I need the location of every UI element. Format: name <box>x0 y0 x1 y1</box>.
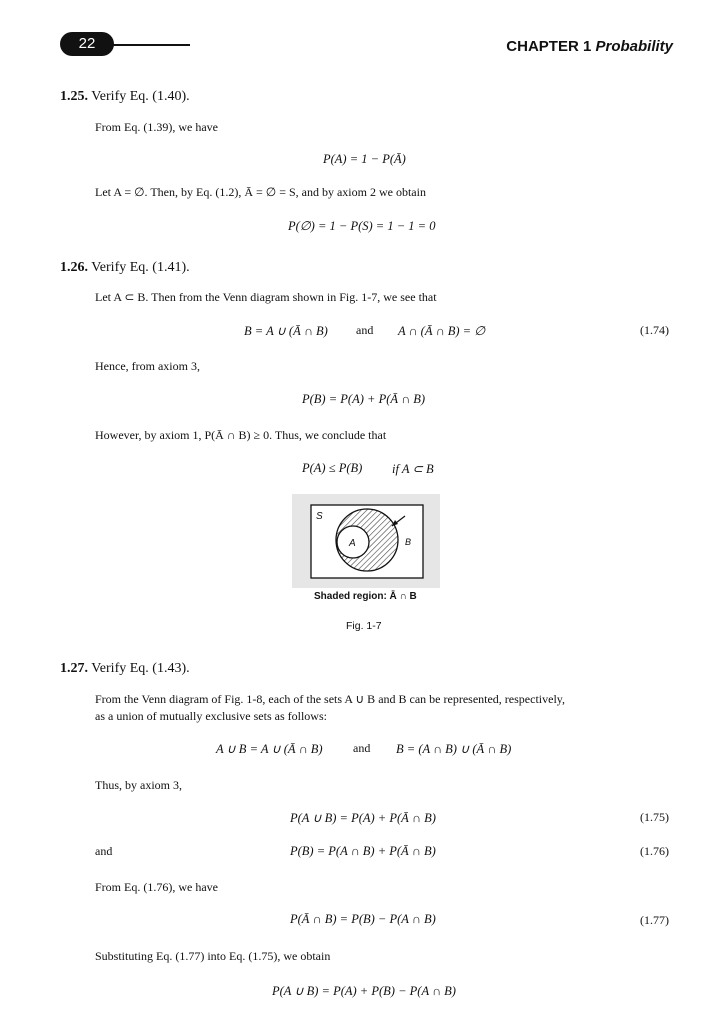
problem-number: 1.25. <box>60 89 88 104</box>
equation-number: (1.76) <box>640 844 669 858</box>
equation: P(A ∪ B) = P(A) + P(Ā ∩ B) <box>290 811 436 825</box>
equation: A ∩ (Ā ∩ B) = ∅ <box>398 324 486 338</box>
text-line: From Eq. (1.39), we have <box>95 120 218 134</box>
equation-number: (1.74) <box>640 323 669 337</box>
equation: B = A ∪ (Ā ∩ B) <box>244 324 328 338</box>
equation: P(A) = 1 − P(Ā) <box>323 152 406 166</box>
problem-1-25-heading <box>60 89 190 105</box>
text-line: Let A = ∅. Then, by Eq. (1.2), Ā = ∅ = S, and by axiom 2 we obtain <box>95 185 426 199</box>
problem-number: 1.26. <box>60 260 88 275</box>
text-line: Substituting Eq. (1.77) into Eq. (1.75), we obtain <box>95 949 331 963</box>
label-a: A <box>349 538 356 549</box>
problem-title: Verify Eq. (1.40). <box>91 89 190 104</box>
equation-connector: and <box>356 323 374 337</box>
text-line: From the Venn diagram of Fig. 1-8, each of the sets A ∪ B and B can be represented, respectively, <box>95 692 565 706</box>
label-s: S <box>316 511 323 522</box>
equation-number: (1.77) <box>640 913 669 927</box>
problem-title: Verify Eq. (1.41). <box>91 260 190 275</box>
chapter-title: Probability <box>595 38 673 55</box>
figure-label: Fig. 1-7 <box>346 620 382 632</box>
venn-diagram-figure <box>292 494 440 588</box>
text-line: Hence, from axiom 3, <box>95 359 200 373</box>
chapter-heading <box>506 38 673 55</box>
equation: A ∪ B = A ∪ (Ā ∩ B) <box>216 742 323 756</box>
label-b: B <box>405 537 412 547</box>
equation: B = (A ∩ B) ∪ (Ā ∩ B) <box>396 742 512 756</box>
text-line: From Eq. (1.76), we have <box>95 880 218 894</box>
chapter-label: CHAPTER 1 <box>506 38 592 55</box>
text-line: Let A ⊂ B. Then from the Venn diagram shown in Fig. 1-7, we see that <box>95 290 437 304</box>
text-line: Thus, by axiom 3, <box>95 778 182 792</box>
problem-1-27-heading <box>60 661 190 677</box>
equation: P(∅) = 1 − P(S) = 1 − 1 = 0 <box>288 219 436 233</box>
equation: P(A) ≤ P(B) <box>302 461 363 475</box>
page-number-badge: 22 <box>60 32 114 56</box>
equation-connector: and <box>353 741 371 755</box>
text-line: as a union of mutually exclusive sets as follows: <box>95 709 327 723</box>
equation: P(B) = P(A) + P(Ā ∩ B) <box>302 392 426 406</box>
header-rule <box>112 44 190 46</box>
problem-1-26-heading <box>60 260 190 276</box>
text-line: However, by axiom 1, P(Ā ∩ B) ≥ 0. Thus, we conclude that <box>95 428 387 442</box>
equation: P(B) = P(A ∩ B) + P(Ā ∩ B) <box>290 844 436 858</box>
equation-condition: if A ⊂ B <box>392 462 434 476</box>
equation: P(Ā ∩ B) = P(B) − P(A ∩ B) <box>290 912 436 926</box>
equation: P(A ∪ B) = P(A) + P(B) − P(A ∩ B) <box>272 984 456 998</box>
text-line: and <box>95 844 113 858</box>
figure-caption: Shaded region: Ā ∩ B <box>314 591 417 602</box>
problem-number: 1.27. <box>60 661 88 676</box>
equation-number: (1.75) <box>640 810 669 824</box>
problem-title: Verify Eq. (1.43). <box>91 661 190 676</box>
